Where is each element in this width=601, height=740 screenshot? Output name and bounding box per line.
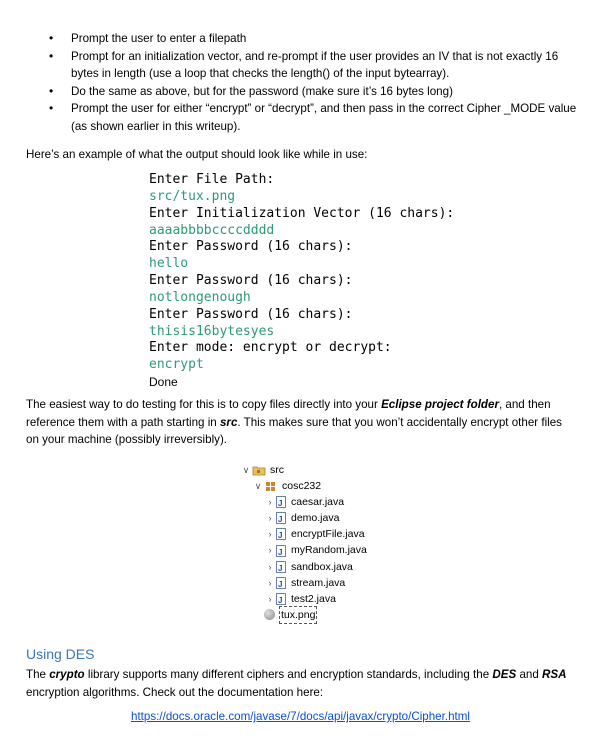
chevron-right-icon[interactable]: › [268,593,272,604]
chevron-right-icon[interactable]: › [268,529,272,540]
project-explorer-tree [240,462,367,623]
tree-file[interactable]: › J caesar.java [240,494,367,510]
java-file-icon: J [276,512,286,524]
console-line: src/tux.png [149,188,236,204]
package-icon [264,480,278,492]
java-file-icon: J [276,528,286,540]
bullet-icon: • [49,48,54,63]
tree-package-cosc232[interactable]: ∨ cosc232 [240,478,367,494]
section-title: Using DES [26,646,95,662]
java-file-icon: J [276,561,286,573]
chevron-down-icon[interactable]: ∨ [254,481,262,492]
des-paragraph: The crypto library supports many different ciphers and encryption standards, including the DES and RSA encryption algorithms. Check out the documentation here: [26,668,567,699]
console-line: hello [149,256,189,272]
list-item: • Prompt for an initialization vector, and re-prompt if the user provides an IV that is not exactly 16 bytes in length (use a loop that checks the length() of the input bytearray). [49,48,559,80]
bullet-icon: • [49,31,54,45]
list-item: • Prompt the user for either “encrypt” or “decrypt”, and then pass in the correct Cipher _MODE value (as shown earlier in this writeup). [49,101,577,133]
bullet-icon: • [49,83,54,98]
example-intro: Here’s an example of what the output should look like while in use: [26,148,368,161]
tree-folder-src[interactable]: ∨ src [240,462,367,478]
documentation-link-row [0,710,601,723]
tree-file[interactable]: › J demo.java [240,510,367,526]
console-output [149,172,454,391]
java-file-icon: J [276,593,286,605]
java-file-icon: J [276,545,286,557]
java-file-icon: J [276,577,286,589]
requirements-list [44,30,584,135]
list-item: • Prompt the user to enter a filepath [44,30,584,48]
console-line: Enter Initialization Vector (16 chars): [149,205,455,221]
tree-file[interactable]: › J myRandom.java [240,542,367,558]
testing-paragraph: The easiest way to do testing for this is to copy files directly into your Eclipse project folder, and then reference them with a path starting in src. This makes sure that you won’t accidentally encrypt other files on your machine (possibly irreversibly). [26,398,562,446]
chevron-right-icon[interactable]: › [268,561,272,572]
console-line: Enter Password (16 chars): [149,239,353,255]
console-line: Enter mode: encrypt or decrypt: [149,340,392,356]
chevron-right-icon[interactable]: › [268,513,272,524]
list-item: • Do the same as above, but for the password (make sure it’s 16 bytes long) [44,83,584,101]
tree-file[interactable]: › J encryptFile.java [240,526,367,542]
tree-file[interactable]: › J stream.java [240,575,367,591]
console-line: Enter Password (16 chars): [149,273,353,289]
tree-file-image[interactable]: tux.png [240,607,367,623]
console-line: notlongenough [149,289,251,305]
console-line: thisis16bytesyes [149,323,275,339]
console-line: Enter Password (16 chars): [149,306,353,322]
console-line: Done [149,375,178,390]
image-file-icon [264,609,275,620]
console-line: encrypt [149,357,204,373]
source-folder-icon [252,464,266,476]
chevron-down-icon[interactable]: ∨ [242,465,250,475]
chevron-right-icon[interactable]: › [268,545,272,556]
console-line: Enter File Path: [149,172,275,187]
bullet-icon: • [49,101,54,115]
chevron-right-icon[interactable]: › [268,497,272,508]
chevron-right-icon[interactable]: › [268,577,272,588]
tree-file[interactable]: › J test2.java [240,591,367,607]
java-file-icon: J [276,496,286,508]
tree-file[interactable]: › J sandbox.java [240,559,367,575]
documentation-link[interactable]: https://docs.oracle.com/javase/7/docs/api/javax/crypto/Cipher.html [131,710,470,723]
console-line: aaaabbbbccccdddd [149,222,275,238]
